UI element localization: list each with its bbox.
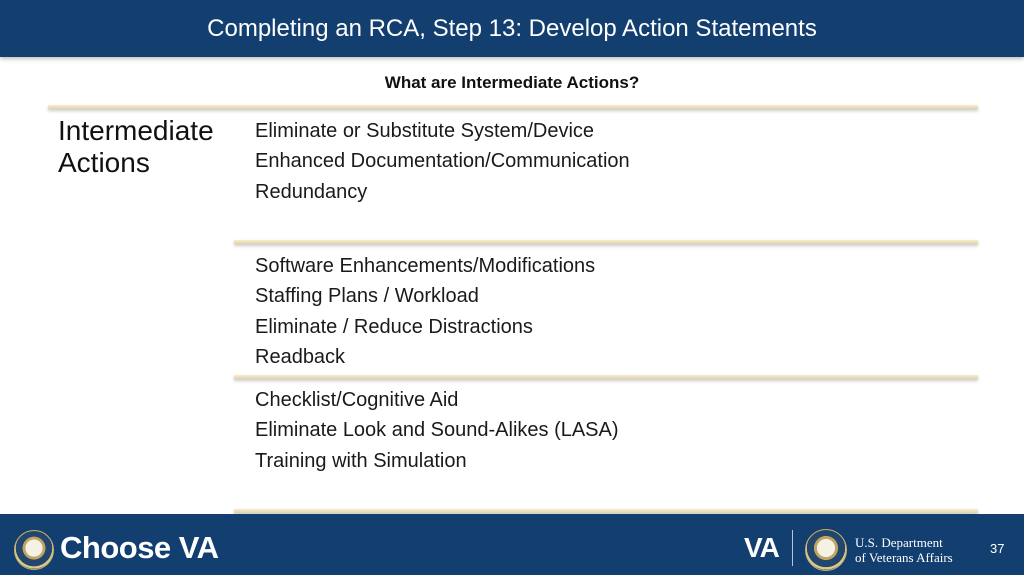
va-seal-icon: [805, 529, 847, 571]
action-item: Eliminate or Substitute System/Device: [255, 120, 595, 142]
department-line-2: of Veterans Affairs: [855, 550, 953, 565]
action-item: Software Enhancements/Modifications: [255, 255, 596, 277]
action-item: Staffing Plans / Workload: [255, 285, 479, 308]
divider-top: [48, 105, 978, 109]
action-group-1: [255, 116, 630, 207]
va-logo: VA: [744, 532, 779, 563]
action-group-3: [255, 385, 619, 476]
slide-title: Completing an RCA, Step 13: Develop Action Statements: [207, 15, 817, 42]
choose-va-logo: Choose VA: [60, 530, 219, 565]
va-seal-icon: [14, 530, 54, 570]
action-item: Eliminate Look and Sound-Alikes (LASA): [255, 419, 619, 442]
page-number: 37: [990, 541, 1005, 556]
category-label-line-1: Intermediate: [58, 115, 214, 146]
action-item: Redundancy: [255, 180, 368, 203]
divider-group-2: [234, 375, 978, 379]
action-group-2: [255, 251, 595, 373]
category-label: [58, 115, 233, 179]
slide-subtitle: What are Intermediate Actions?: [384, 73, 640, 92]
logo-divider: [792, 530, 793, 566]
title-bar: [0, 0, 1024, 57]
action-item: Eliminate / Reduce Distractions: [255, 315, 533, 338]
category-label-line-2: Actions: [58, 147, 150, 178]
action-item: Training with Simulation: [255, 449, 467, 472]
department-name: [855, 535, 975, 565]
divider-group-1: [234, 240, 978, 244]
department-line-1: U.S. Department: [855, 535, 943, 550]
divider-bottom: [234, 509, 978, 513]
action-item: Enhanced Documentation/Communication: [255, 150, 630, 173]
action-item: Checklist/Cognitive Aid: [255, 389, 459, 411]
action-item: Readback: [255, 346, 346, 369]
